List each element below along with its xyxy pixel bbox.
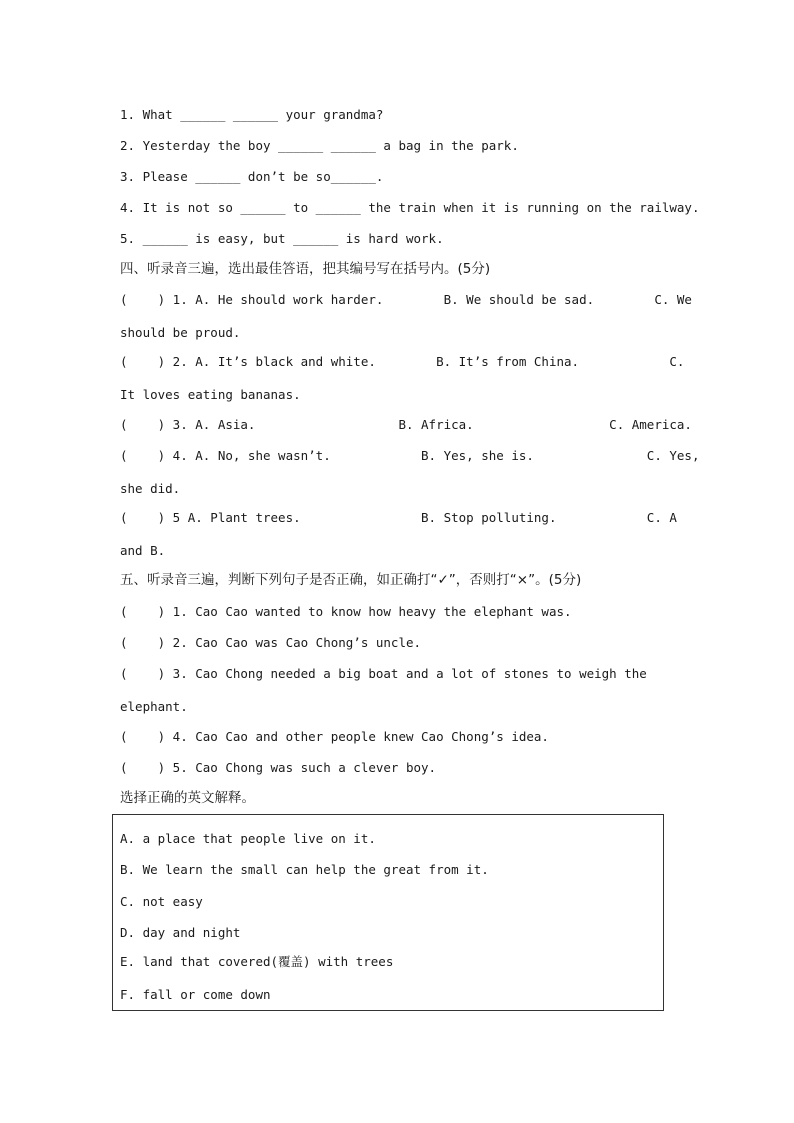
- section-5-line: ( ) 1. Cao Cao wanted to know how heavy the elephant was.: [120, 604, 572, 619]
- fill-blank-3: 3. Please ______ don’t be so______.: [120, 169, 384, 184]
- definition-option: E. land that covered(覆盖) with trees: [120, 954, 394, 969]
- definitions-title: 选择正确的英文解释。: [120, 790, 255, 806]
- definition-option: A. a place that people live on it.: [120, 831, 376, 846]
- definitions-box: [112, 814, 664, 1011]
- section-5-line: elephant.: [120, 699, 188, 714]
- section-4-line: ( ) 1. A. He should work harder. B. We should be sad. C. We: [120, 292, 692, 307]
- fill-blank-4: 4. It is not so ______ to ______ the train when it is running on the railway.: [120, 200, 700, 215]
- definition-option: D. day and night: [120, 925, 241, 940]
- fill-blank-1: 1. What ______ ______ your grandma?: [120, 107, 384, 122]
- definition-option: C. not easy: [120, 894, 203, 909]
- section-4-line: ( ) 5 A. Plant trees. B. Stop polluting. C. A: [120, 510, 677, 525]
- section-4-line: she did.: [120, 481, 181, 496]
- section-5-line: ( ) 5. Cao Chong was such a clever boy.: [120, 760, 437, 775]
- section-4-line: ( ) 4. A. No, she wasn’t. B. Yes, she is. C. Yes,: [120, 448, 700, 463]
- section-4-title: 四、听录音三遍，选出最佳答语，把其编号写在括号内。(5分): [120, 261, 491, 277]
- section-5-line: ( ) 4. Cao Cao and other people knew Cao Chong’s idea.: [120, 729, 549, 744]
- section-4-line: ( ) 3. A. Asia. B. Africa. C. America.: [120, 417, 692, 432]
- section-4-line: should be proud.: [120, 325, 241, 340]
- fill-blank-2: 2. Yesterday the boy ______ ______ a bag in the park.: [120, 138, 519, 153]
- section-5-title: 五、听录音三遍，判断下列句子是否正确，如正确打“✓”，否则打“×”。(5分): [120, 572, 582, 588]
- section-4-line: ( ) 2. A. It’s black and white. B. It’s from China. C.: [120, 354, 685, 369]
- section-5-line: ( ) 3. Cao Chong needed a big boat and a lot of stones to weigh the: [120, 666, 647, 681]
- definition-option: B. We learn the small can help the great from it.: [120, 862, 489, 877]
- definition-option: F. fall or come down: [120, 987, 271, 1002]
- section-5-line: ( ) 2. Cao Cao was Cao Chong’s uncle.: [120, 635, 422, 650]
- fill-blank-5: 5. ______ is easy, but ______ is hard work.: [120, 231, 444, 246]
- section-4-line: It loves eating bananas.: [120, 387, 301, 402]
- section-4-line: and B.: [120, 543, 166, 558]
